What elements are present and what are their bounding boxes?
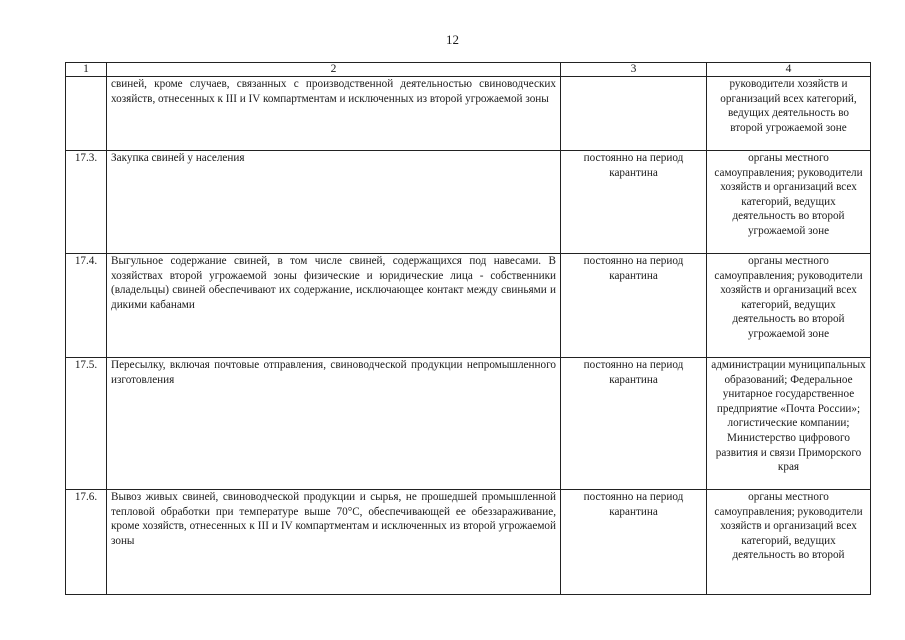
row-measure: свиней, кроме случаев, связанных с производственной деятельностью свиноводческих хозяйств, отнесенных к III и IV компартментам и исключенных из второй угрожаемой зоны [107,77,561,151]
row-period [561,77,707,151]
row-number: 17.5. [66,358,107,490]
column-header-2: 2 [107,63,561,77]
column-header-1: 1 [66,63,107,77]
page-number: 12 [446,32,459,47]
measures-table [65,62,871,595]
row-number: 17.4. [66,254,107,358]
row-measure: Вывоз живых свиней, свиноводческой продукции и сырья, не прошедшей промышленной тепловой обработки при температуре выше 70°C, обеспечивающей ее обеззараживание, кроме хозяйств, отнесенных к III и IV компартментам и исключенных из второй угрожаемой зоны [107,490,561,595]
table-row [66,77,871,151]
row-responsible: органы местного самоуправления; руководители хозяйств и организаций всех категорий, ведущих деятельность во второй угрожаемой зоне [707,254,871,358]
table-header-row [66,63,871,77]
row-measure: Закупка свиней у населения [107,151,561,254]
row-measure: Пересылку, включая почтовые отправления, свиноводческой продукции непромышленного изготовления [107,358,561,490]
column-header-3: 3 [561,63,707,77]
row-period: постоянно на период карантина [561,254,707,358]
row-number: 17.3. [66,151,107,254]
row-responsible: руководители хозяйств и организаций всех категорий, ведущих деятельность во второй угрожаемой зоне [707,77,871,151]
row-number: 17.6. [66,490,107,595]
table-row [66,254,871,358]
row-number [66,77,107,151]
row-responsible: органы местного самоуправления; руководители хозяйств и организаций всех категорий, ведущих деятельность во второй угрожаемой зоне [707,151,871,254]
table-row [66,358,871,490]
row-period: постоянно на период карантина [561,151,707,254]
table-row [66,151,871,254]
column-header-4: 4 [707,63,871,77]
row-responsible: администрации муниципальных образований; Федеральное унитарное государственное предприятие «Почта России»; логистические компании; Министерство цифрового развития и связи Приморского края [707,358,871,490]
row-responsible: органы местного самоуправления; руководители хозяйств и организаций всех категорий, ведущих деятельность во второй [707,490,871,595]
row-period: постоянно на период карантина [561,490,707,595]
table-row [66,490,871,595]
row-measure: Выгульное содержание свиней, в том числе свиней, содержащихся под навесами. В хозяйствах второй угрожаемой зоны физические и юридические лица - собственники (владельцы) свиней обеспечивают их содержание, исключающее контакт между свиньями и дикими кабанами [107,254,561,358]
row-period: постоянно на период карантина [561,358,707,490]
